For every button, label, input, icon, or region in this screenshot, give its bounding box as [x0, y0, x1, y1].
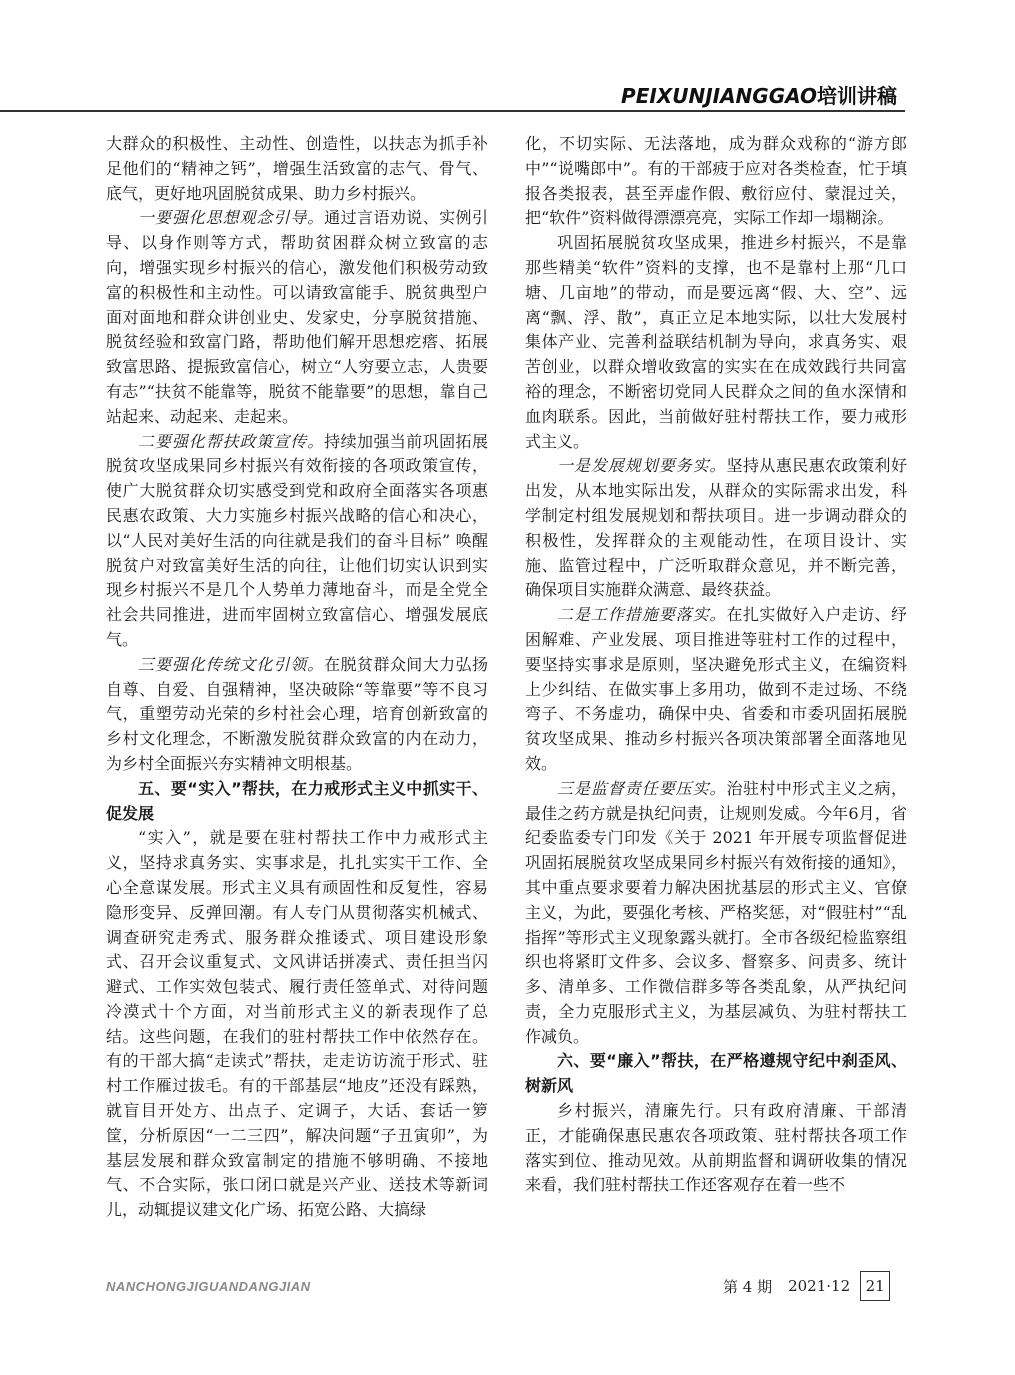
column-title-chinese: 培训讲稿 [817, 84, 897, 108]
paragraph: 三是监督责任要压实。治驻村中形式主义之病，最佳之药方就是执纪问责，让规则发威。今年6月，省纪委监委专门印发《关于 2021 年开展专项监督促进巩固拓展脱贫攻坚成果同乡村振兴有效衔接的通知》，其中重点要求要着力解决困扰基层的形式主义、官僚主义，为此，要强化考核、严格奖惩，对“假驻村”“乱指挥”等形式主义现象露头就打。全市各级纪检监察组织也将紧盯文件多、会议多、督察多、问责多、统计多、清单多、工作微信群多等各类乱象，从严执纪问责，全力克服形式主义，为基层减负、为驻村帮扶工作减负。 [525, 778, 907, 1046]
issue-date: 2021·12 [788, 1277, 851, 1295]
paragraph-lead: 二是工作措施要落实。 [557, 605, 727, 625]
right-column [525, 132, 907, 1198]
journal-name: NANCHONGJIGUANDANGJIAN [106, 1279, 311, 1294]
paragraph-lead: 三是监督责任要压实。 [557, 778, 727, 798]
paragraph: 一是发展规划要务实。坚持从惠民惠农政策利好出发，从本地实际出发，从群众的实际需求出发，科学制定村组发展规划和帮扶项目。进一步调动群众的积极性，发挥群众的主观能动性，在项目设计、实施、监管过程中，广泛听取群众意见，并不断完善，确保项目实施群众满意、最终获益。 [525, 456, 907, 600]
page-footer [723, 1270, 890, 1302]
paragraph: 二要强化帮扶政策宣传。持续加强当前巩固拓展脱贫攻坚成果同乡村振兴有效衔接的各项政策宣传，使广大脱贫群众切实感受到党和政府全面落实各项惠民惠农政策、大力实施乡村振兴战略的信心和决心，以“人民对美好生活的向往就是我们的奋斗目标” 唤醒脱贫户对致富美好生活的向往，让他们切实认识到实现乡村振兴不是几个人势单力薄地奋斗，而是全党全社会共同推进，进而牢固树立致富信心、增强发展底气。 [106, 431, 488, 649]
paragraph-lead: 一要强化思想观念引导。 [138, 208, 325, 228]
header-rule [0, 110, 905, 112]
column-title [621, 80, 897, 109]
section-heading: 六、要“廉入”帮扶，在严格遵规守纪中刹歪风、树新风 [525, 1051, 907, 1096]
issue-number: 第 4 期 [723, 1277, 773, 1296]
paragraph: 大群众的积极性、主动性、创造性，以扶志为抓手补足他们的“精神之钙”，增强生活致富的志气、骨气、底气，更好地巩固脱贫成果、助力乡村振兴。 [106, 134, 488, 203]
left-column [106, 132, 488, 1223]
paragraph: 二是工作措施要落实。在扎实做好入户走访、纾困解难、产业发展、项目推进等驻村工作的过程中，要坚持实事求是原则，坚决避免形式主义，在编资料上少纠结、在做实事上多用功，做到不走过场、不绕弯子、不务虚功，确保中央、省委和市委巩固拓展脱贫攻坚成果、推动乡村振兴各项决策部署全面落地见效。 [525, 605, 907, 773]
paragraph: 一要强化思想观念引导。通过言语劝说、实例引导、以身作则等方式，帮助贫困群众树立致富的志向，增强实现乡村振兴的信心，激发他们积极劳动致富的积极性和主动性。可以请致富能手、脱贫典型户面对面地和群众讲创业史、发家史，分享脱贫措施、脱贫经验和致富门路，帮助他们解开思想疙瘩、拓展致富思路、提振致富信心，树立“人穷要立志，人贵要有志”“扶贫不能靠等，脱贫不能靠要”的思想，靠自己站起来、动起来、走起来。 [106, 208, 488, 426]
column-title-latin: PEIXUNJIANGGAO [621, 84, 817, 108]
page-header [0, 0, 1015, 112]
paragraph-lead: 二要强化帮扶政策宣传。 [138, 431, 325, 451]
page-number: 21 [860, 1271, 890, 1301]
paragraph-lead: 三要强化传统文化引领。 [138, 654, 325, 674]
paragraph-lead: 一是发展规划要务实。 [557, 456, 727, 476]
paragraph: 化，不切实际、无法落地，成为群众戏称的“游方郎中”“说嘴郎中”。有的干部疲于应对各类检查，忙于填报各类报表，甚至弄虚作假、敷衍应付、蒙混过关，把“软件”资料做得漂漂亮亮，实际工作却一塌糊涂。 [525, 134, 907, 228]
paragraph: 乡村振兴，清廉先行。只有政府清廉、干部清正，才能确保惠民惠农各项政策、驻村帮扶各项工作落实到位、推动见效。从前期监督和调研收集的情况来看，我们驻村帮扶工作还客观存在着一些不 [525, 1101, 907, 1195]
paragraph: “实入”，就是要在驻村帮扶工作中力戒形式主义，坚持求真务实、实事求是，扎扎实实干工作、全心全意谋发展。形式主义具有顽固性和反复性，容易隐形变异、反弹回潮。有人专门从贯彻落实机械式、调查研究走秀式、服务群众推诿式、项目建设形象式、召开会议重复式、文风讲话拼凑式、责任担当闪避式、工作实效包装式、履行责任签单式、对待问题冷漠式十个方面，对当前形式主义的新表现作了总结。这些问题，在我们的驻村帮扶工作中依然存在。有的干部大搞“走读式”帮扶，走走访访流于形式、驻村工作雁过拔毛。有的干部基层“地皮”还没有踩熟，就盲目开处方、出点子、定调子，大话、套话一箩筐，分析原因“一二三四”，解决问题“子丑寅卯”，为基层发展和群众致富制定的措施不够明确、不接地气、不合实际，张口闭口就是兴产业、送技术等新词儿，动辄提议建文化广场、拓宽公路、大搞绿 [106, 828, 488, 1220]
paragraph: 三要强化传统文化引领。在脱贫群众间大力弘扬自尊、自爱、自强精神，坚决破除“等靠要”等不良习气，重塑劳动光荣的乡村社会心理，培育创新致富的乡村文化理念，不断激发脱贫群众致富的内在动力，为乡村全面振兴夯实精神文明根基。 [106, 654, 488, 773]
paragraph: 巩固拓展脱贫攻坚成果，推进乡村振兴，不是靠那些精美“软件”资料的支撑，也不是靠村上那“几口塘、几亩地”的带动，而是要远离“假、大、空”、远离“飘、浮、散”，真正立足本地实际，以壮大发展村集体产业、完善利益联结机制为导向，求真务实、艰苦创业，以群众增收致富的实实在在成效践行共同富裕的理念，不断密切党同人民群众之间的鱼水深情和血肉联系。因此，当前做好驻村帮扶工作，要力戒形式主义。 [525, 233, 907, 451]
section-heading: 五、要“实入”帮扶，在力戒形式主义中抓实干、促发展 [106, 778, 488, 823]
